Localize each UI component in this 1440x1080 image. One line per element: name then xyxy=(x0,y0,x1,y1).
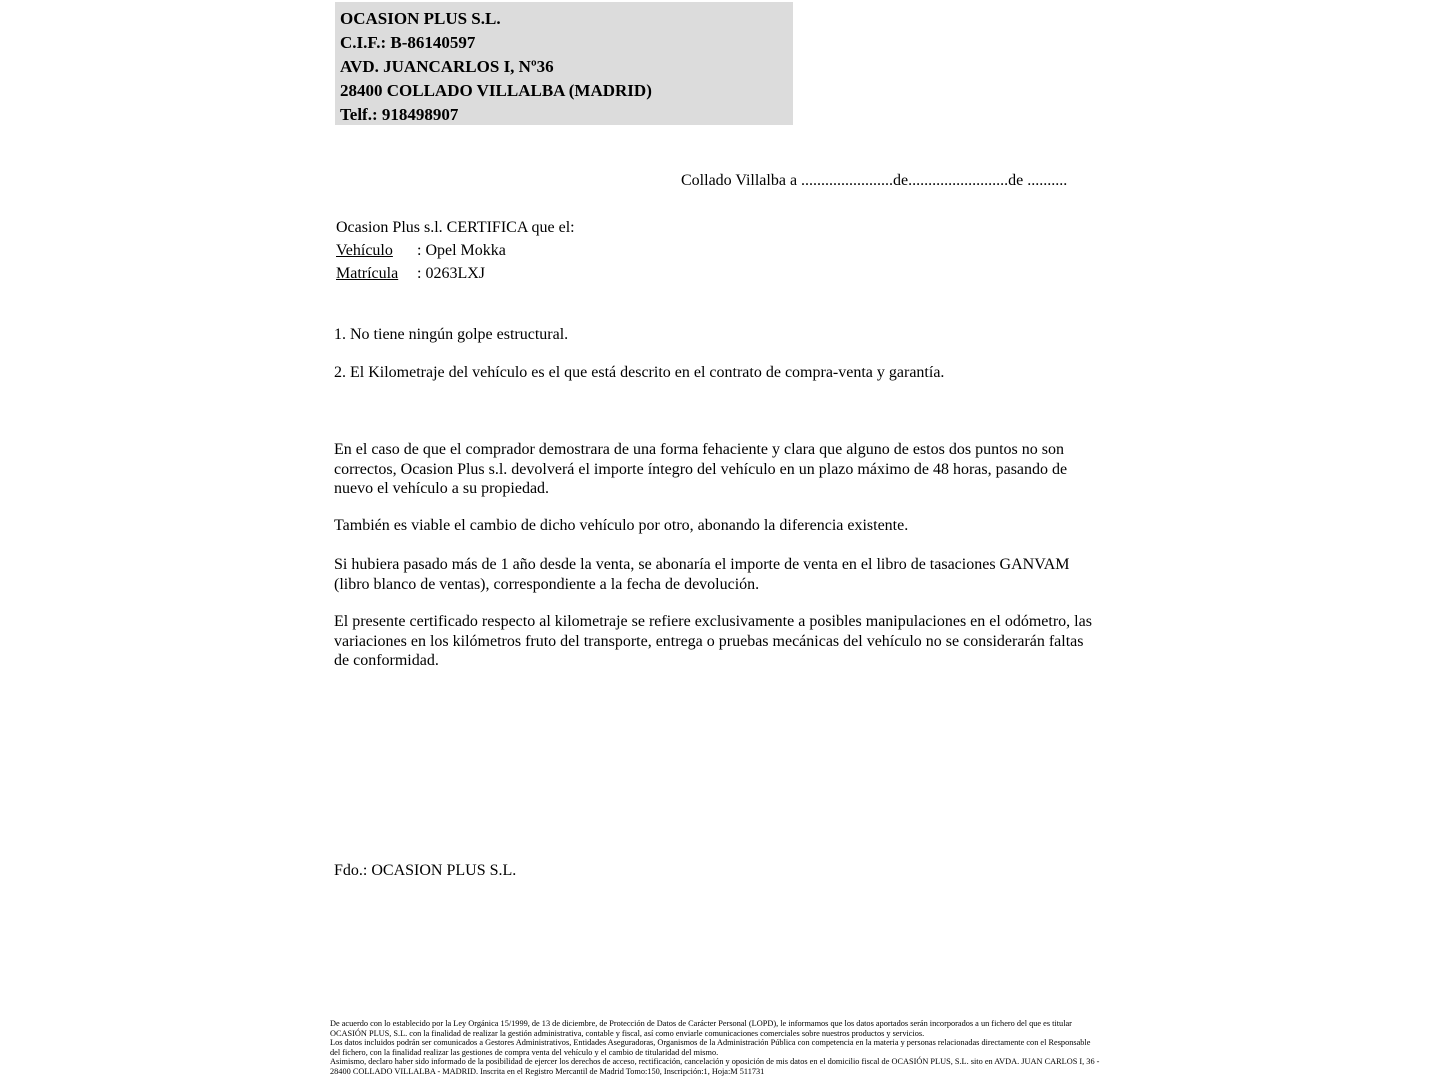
plate-value: : 0263LXJ xyxy=(417,265,485,282)
certified-point-2: 2. El Kilometraje del vehículo es el que está descrito en el contrato de compra-venta y garantía. xyxy=(334,364,945,381)
certify-intro: Ocasion Plus s.l. CERTIFICA que el: xyxy=(336,219,575,236)
paragraph-exchange-option: También es viable el cambio de dicho vehículo por otro, abonando la diferencia existente. xyxy=(334,517,909,534)
company-address: AVD. JUANCARLOS I, Nº36 xyxy=(340,57,554,76)
vehicle-label: Vehículo xyxy=(336,242,393,259)
vehicle-row xyxy=(336,239,575,262)
legal-footer xyxy=(330,1019,1102,1077)
plate-label: Matrícula xyxy=(336,265,399,282)
signature-line: Fdo.: OCASION PLUS S.L. xyxy=(334,862,517,879)
company-phone: Telf.: 918498907 xyxy=(340,105,459,124)
vehicle-value: : Opel Mokka xyxy=(417,242,506,259)
paragraph-odometer-disclaimer: El presente certificado respecto al kilometraje se refiere exclusivamente a posibles manipulaciones en el odómetro, las variaciones en los kilómetros fruto del transporte, entrega o pruebas mecánicas del vehículo no se considerarán faltas de conformidad. xyxy=(334,613,1092,669)
company-header xyxy=(335,2,793,125)
legal-footer-data-sharing: Los datos incluidos podrán ser comunicados a Gestores Administrativos, Entidades Aseguradoras, Organismos de la Administración Pública con competencia en la materia y personas relacionadas directamente con el Responsable del fichero, con la finalidad realizar las gestiones de compra venta del vehículo y el cambio de titularidad del mismo. xyxy=(330,1038,1091,1057)
legal-footer-rights: Asimismo, declaro haber sido informado de la posibilidad de ejercer los derechos de acceso, rectificación, cancelación y oposición de mis datos en el domicilio fiscal de OCASIÓN PLUS, S.L. sito en AVDA. JUAN CARLOS I, 36 - 28400 COLLADO VILLALBA - MADRID. Inscrita en el Registro Mercantil de Madrid Tomo:150, Inscripción:1, Hoja:M 511731 xyxy=(330,1057,1100,1076)
company-city: 28400 COLLADO VILLALBA (MADRID) xyxy=(340,81,652,100)
paragraph-refund-terms: En el caso de que el comprador demostrara de una forma fehaciente y clara que alguno de estos dos puntos no son correctos, Ocasion Plus s.l. devolverá el importe íntegro del vehículo en un plazo máximo de 48 horas, pasando de nuevo el vehículo a su propiedad. xyxy=(334,441,1068,497)
paragraph-ganvam-valuation: Si hubiera pasado más de 1 año desde la venta, se abonaría el importe de venta en el libro de tasaciones GANVAM (libro blanco de ventas), correspondiente a la fecha de devolución. xyxy=(334,556,1070,593)
legal-footer-lopd: De acuerdo con lo establecido por la Ley Orgánica 15/1999, de 13 de diciembre, de Protección de Datos de Carácter Personal (LOPD), le informamos que los datos aportados serán incorporados a un fichero del que es titular OCASIÓN PLUS, S.L. con la finalidad de realizar la gestión administrativa, contable y fiscal, así como enviarle comunicaciones comerciales sobre nuestros productos y servicios. xyxy=(330,1019,1072,1038)
certified-point-1: 1. No tiene ningún golpe estructural. xyxy=(334,326,569,343)
date-line: Collado Villalba a .......................de.........................de .......... xyxy=(681,172,1068,189)
company-name: OCASION PLUS S.L. xyxy=(340,9,501,28)
company-cif: C.I.F.: B-86140597 xyxy=(340,33,476,52)
plate-row xyxy=(336,262,575,285)
certify-block xyxy=(336,216,575,285)
